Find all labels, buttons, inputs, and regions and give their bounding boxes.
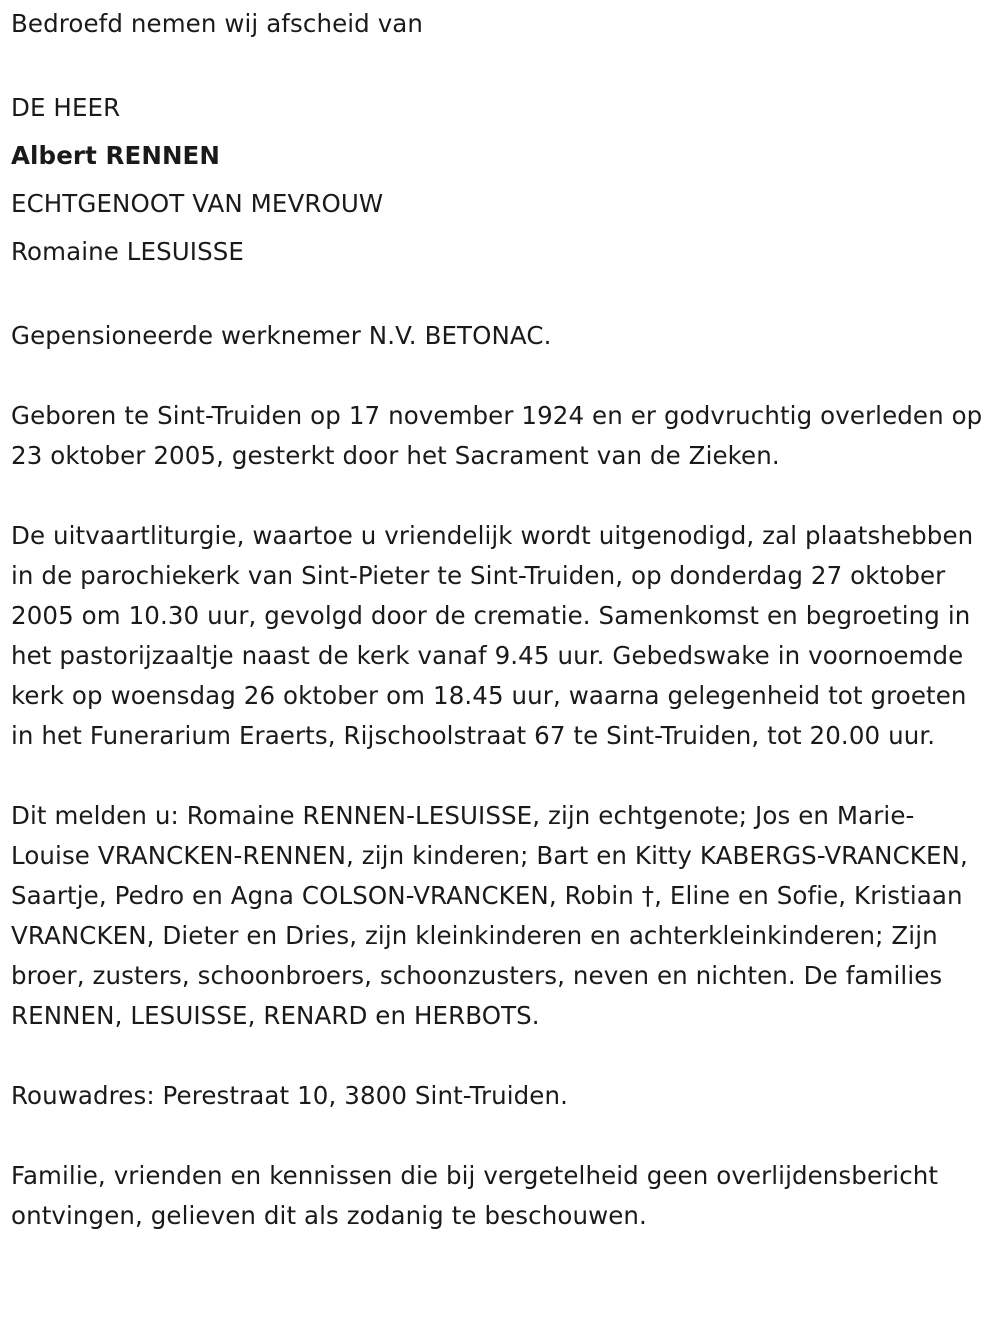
occupation-paragraph: Gepensioneerde werknemer N.V. BETONAC.: [11, 321, 552, 350]
spacer: [11, 276, 986, 316]
birth-death-paragraph: Geboren te Sint-Truiden op 17 november 1924 en er godvruchtig overleden op 23 oktober 2005, gesterkt door het Sacrament van de Zieken.: [11, 401, 983, 470]
family-paragraph: Dit melden u: Romaine RENNEN-LESUISSE, zijn echtgenote; Jos en Marie-Louise VRANCKEN-RENNEN, zijn kinderen; Bart en Kitty KABERGS-VRANCKEN, Saartje, Pedro en Agna COLSON-VRANCKEN, Robin †, Eline en Sofie, Kristiaan VRANCKEN, Dieter en Dries, zijn kleinkinderen en achterkleinkinderen; Zijn broer, zusters, schoonbroers, schoonzusters, neven en nichten. De families RENNEN, LESUISSE, RENARD en HERBOTS.: [11, 801, 968, 1030]
spacer: [11, 756, 986, 796]
title-line: DE HEER: [11, 93, 121, 122]
spacer: [11, 44, 986, 84]
closing-paragraph: Familie, vrienden en kennissen die bij vergetelheid geen overlijdensbericht ontvingen, gelieven dit als zodanig te beschouwen.: [11, 1161, 939, 1230]
obituary-notice: [11, 4, 986, 1236]
address-paragraph: Rouwadres: Perestraat 10, 3800 Sint-Truiden.: [11, 1081, 568, 1110]
funeral-paragraph: De uitvaartliturgie, waartoe u vriendelijk wordt uitgenodigd, zal plaatshebben in de parochiekerk van Sint-Pieter te Sint-Truiden, op donderdag 27 oktober 2005 om 10.30 uur, gevolgd door de crematie. Samenkomst en begroeting in het pastorijzaaltje naast de kerk vanaf 9.45 uur. Gebedswake in voornoemde kerk op woensdag 26 oktober om 18.45 uur, waarna gelegenheid tot groeten in het Funerarium Eraerts, Rijschoolstraat 67 te Sint-Truiden, tot 20.00 uur.: [11, 521, 974, 750]
spouse-name: Romaine LESUISSE: [11, 237, 245, 266]
spouse-title: ECHTGENOOT VAN MEVROUW: [11, 189, 384, 218]
spacer: [11, 1116, 986, 1156]
intro-line: Bedroefd nemen wij afscheid van: [11, 9, 424, 38]
spacer: [11, 356, 986, 396]
deceased-name: Albert RENNEN: [11, 141, 220, 170]
spacer: [11, 1036, 986, 1076]
spacer: [11, 476, 986, 516]
